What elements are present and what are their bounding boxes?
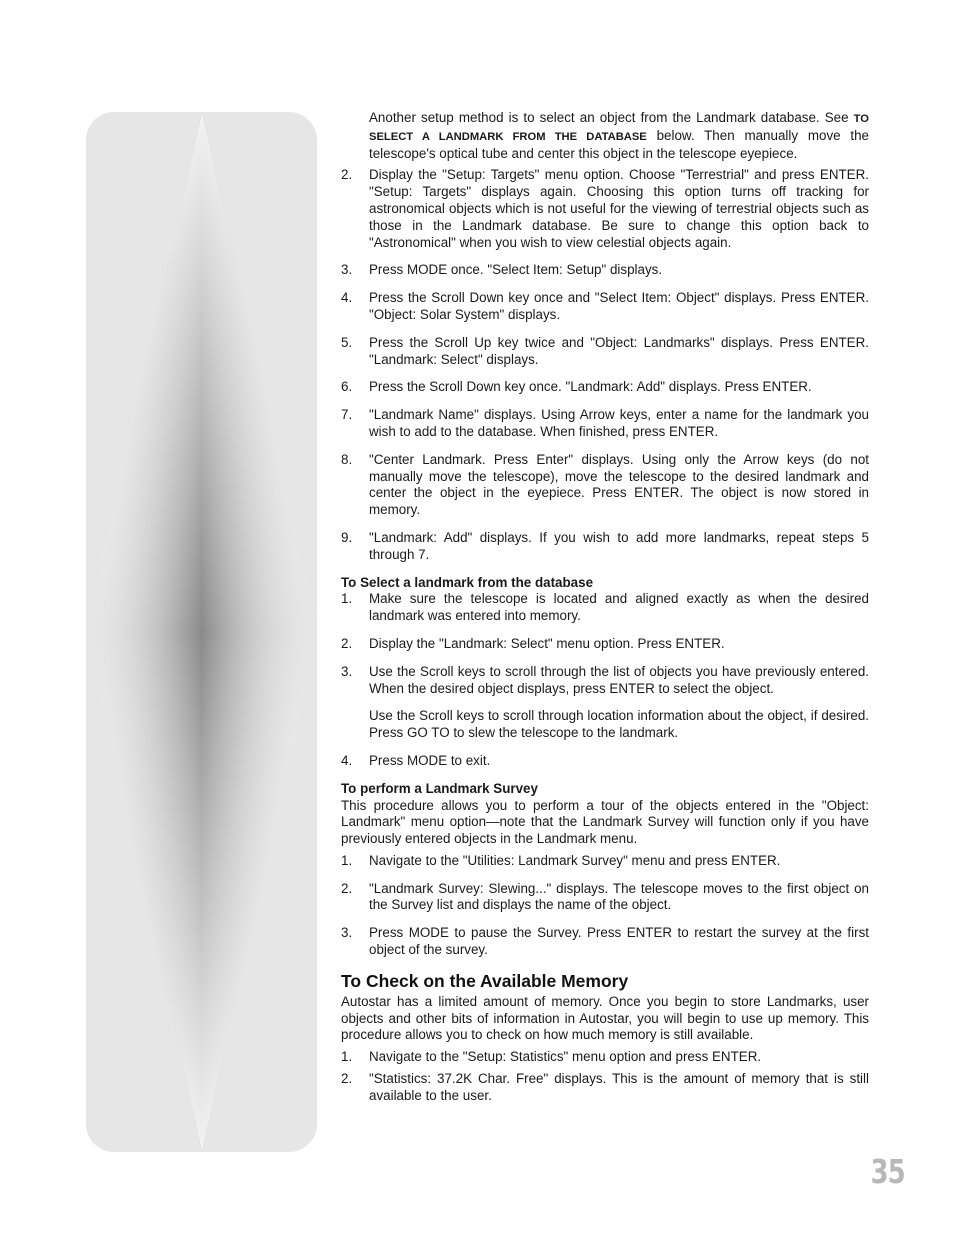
landmark-survey-heading: To perform a Landmark Survey <box>341 780 538 796</box>
list-item <box>341 636 869 653</box>
step-number: 3. <box>341 925 353 941</box>
step-number: 3. <box>341 663 353 679</box>
step-text: Press the Scroll Down key once and "Select Item: Object" displays. Press ENTER. "Object: Solar System" displays. <box>369 290 869 322</box>
list-item <box>341 530 869 564</box>
survey-steps-list <box>341 853 869 959</box>
step-text: Make sure the telescope is located and aligned exactly as when the desired landmark was entered into memory. <box>369 591 869 624</box>
list-item <box>341 925 869 959</box>
select-landmark-heading: To Select a landmark from the database <box>341 574 594 590</box>
list-item <box>341 452 869 519</box>
step-number: 9. <box>341 529 353 545</box>
cross-reference: TO SELECT A LANDMARK FROM THE DATABASE <box>369 113 869 143</box>
intro-text-continued: below. Then manually move the telescope's optical tube and center this object in the telescope eyepiece. <box>369 127 869 161</box>
list-item <box>341 1071 869 1105</box>
list-item <box>341 379 869 396</box>
step-number: 2. <box>341 880 353 896</box>
sidebar-panel <box>86 112 317 1152</box>
step-text: "Landmark Survey: Slewing..." displays. The telescope moves to the first object on the Survey list and displays the name of the object. <box>369 880 869 913</box>
intro-text: Another setup method is to select an object from the Landmark database. See <box>369 110 854 125</box>
list-item <box>341 262 869 279</box>
list-item <box>341 664 869 698</box>
step-text: Use the Scroll keys to scroll through the list of objects you have previously entered. When the desired object displays, press ENTER to select the object. <box>369 663 869 696</box>
step-text: Press MODE once. "Select Item: Setup" displays. <box>369 262 663 278</box>
setup-steps-list <box>341 167 869 563</box>
step-text: Press the Scroll Up key twice and "Object: Landmarks" displays. Press ENTER. "Landmark: Select" displays. <box>369 334 869 367</box>
step-text: Navigate to the "Utilities: Landmark Survey" menu and press ENTER. <box>369 852 781 868</box>
list-item <box>341 290 869 324</box>
step-number: 1. <box>341 852 353 868</box>
step-number: 1. <box>341 1049 353 1065</box>
step-text: "Landmark: Add" displays. If you wish to add more landmarks, repeat steps 5 through 7. <box>369 529 869 562</box>
step-text: "Landmark Name" displays. Using Arrow keys, enter a name for the landmark you wish to add to the database. When finished, press ENTER. <box>369 407 869 439</box>
list-item <box>341 1049 869 1066</box>
select-steps-list <box>341 591 869 697</box>
step-number: 1. <box>341 591 353 607</box>
step-number: 8. <box>341 451 353 467</box>
step-number: 2. <box>341 635 353 651</box>
main-content <box>341 110 869 1105</box>
step-number: 5. <box>341 334 353 350</box>
step-text: Navigate to the "Setup: Statistics" menu option and press ENTER. <box>369 1049 762 1065</box>
step-text: Display the "Landmark: Select" menu option. Press ENTER. <box>369 635 725 651</box>
intro-paragraph <box>341 110 869 162</box>
list-item <box>341 167 869 251</box>
list-item <box>341 753 869 770</box>
diamond-gradient-graphic <box>86 112 317 1152</box>
list-item <box>341 853 869 870</box>
memory-intro: Autostar has a limited amount of memory. Once you begin to store Landmarks, user objects and other bits of information in Autostar, you will begin to use up memory. This procedure allows you to check on how much memory is still available. <box>341 993 869 1043</box>
page-number: 35 <box>870 1152 905 1191</box>
memory-steps-list <box>341 1049 869 1104</box>
list-item <box>341 335 869 369</box>
step-text: Press MODE to exit. <box>369 752 491 768</box>
step-number: 4. <box>341 752 353 768</box>
list-item <box>341 591 869 625</box>
step-text: Press MODE to pause the Survey. Press ENTER to restart the survey at the first object of the survey. <box>369 925 869 958</box>
list-item <box>341 407 869 441</box>
step-number: 2. <box>341 1071 353 1087</box>
list-item <box>341 881 869 915</box>
step-text: "Center Landmark. Press Enter" displays. Using only the Arrow keys (do not manually move the telescope), move the telescope to the desired landmark and center the object in the eyepiece. Press ENTER. The object is now stored in memory. <box>369 451 869 518</box>
step-text: Display the "Setup: Targets" menu option. Choose "Terrestrial" and press ENTER. "Setup: Targets" displays again. Choosing this option turns off tracking for astronomical objects which is not useful for the viewing of terrestrial objects such as those in the Landmark database. Be sure to change this option back to "Astronomical" when you wish to view celestial objects again. <box>369 167 869 250</box>
survey-intro: This procedure allows you to perform a tour of the objects entered in the "Object: Landmark" menu option—note that the Landmark Survey will function only if you have previously entered objects in the Landmark menu. <box>341 797 869 847</box>
select-note: Use the Scroll keys to scroll through location information about the object, if desired. Press GO TO to slew the telescope to the landmark. <box>369 708 869 741</box>
memory-section-heading: To Check on the Available Memory <box>341 970 629 991</box>
step-number: 3. <box>341 262 353 278</box>
step-text: Press the Scroll Down key once. "Landmark: Add" displays. Press ENTER. <box>369 379 812 395</box>
step-text: "Statistics: 37.2K Char. Free" displays. This is the amount of memory that is still available to the user. <box>369 1071 869 1103</box>
step-number: 4. <box>341 290 353 306</box>
step-number: 2. <box>341 167 353 183</box>
step-number: 6. <box>341 379 353 395</box>
step-number: 7. <box>341 407 353 423</box>
